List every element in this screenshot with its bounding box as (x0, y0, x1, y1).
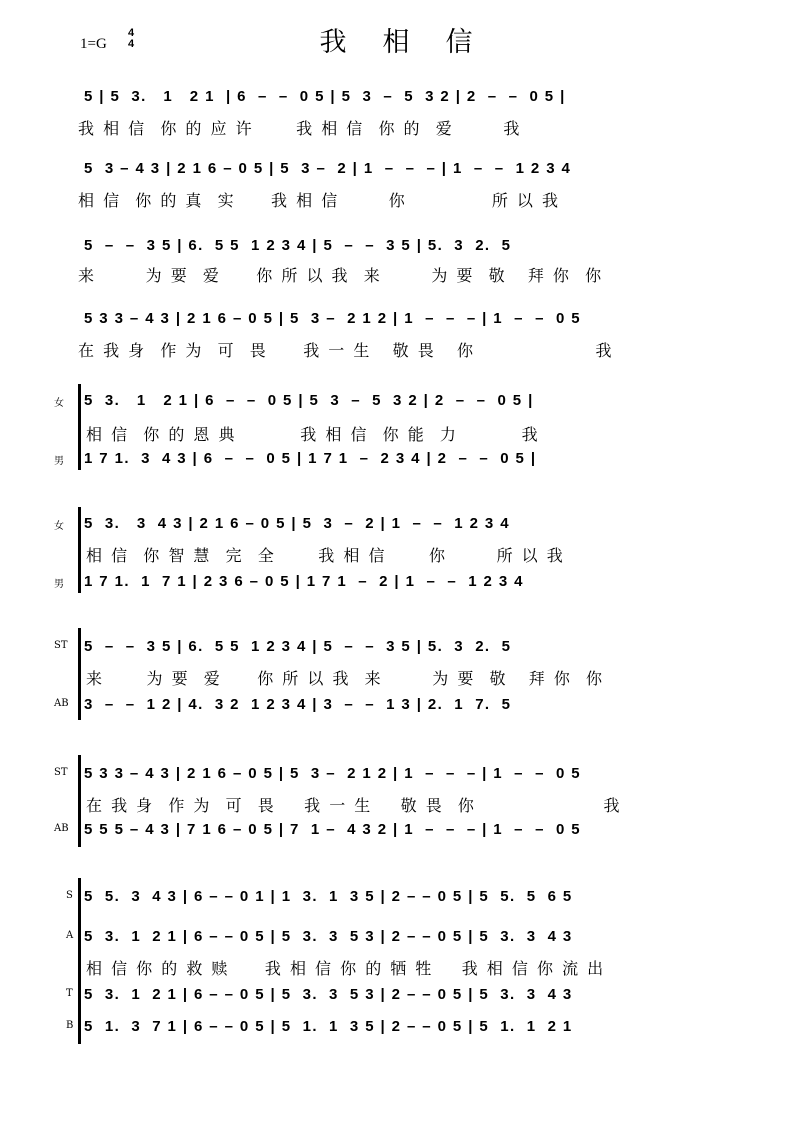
lyrics-line: 在 我 身 作 为 可 畏 我 一 生 敬 畏 你 我 (78, 341, 614, 360)
voice-label: 男 (54, 579, 64, 590)
notes-soprano: 5 5. 3 4 3 | 6 – – 0 1 | 1 3. 1 3 5 | 2 – – 0 5 | 5 5. 5 6 5 (84, 888, 573, 905)
time-signature (128, 28, 134, 50)
notes-female: 5 3. 1 2 1 | 6 – – 0 5 | 5 3 – 5 3 2 | 2 – – 0 5 | (84, 392, 534, 409)
voice-label: 女 (54, 398, 64, 409)
voice-label-a: A (66, 930, 74, 941)
voice-label: 女 (54, 521, 64, 532)
lyrics-line: 相 信 你 智 慧 完 全 我 相 信 你 所 以 我 (86, 546, 565, 565)
notes-ab: 5 5 5 – 4 3 | 7 1 6 – 0 5 | 7 1 – 4 3 2 | 1 – – – | 1 – – 0 5 (84, 821, 581, 838)
notes-male: 1 7 1. 3 4 3 | 6 – – 0 5 | 1 7 1 – 2 3 4 | 2 – – 0 5 | (84, 450, 537, 467)
voice-label-s: S (66, 890, 73, 901)
notes-female: 5 3. 3 4 3 | 2 1 6 – 0 5 | 5 3 – 2 | 1 – – 1 2 3 4 (84, 515, 510, 532)
notes-tenor: 5 3. 1 2 1 | 6 – – 0 5 | 5 3. 3 5 3 | 2 – – 0 5 | 5 3. 3 4 3 (84, 986, 573, 1003)
notes-line: 5 3 – 4 3 | 2 1 6 – 0 5 | 5 3 – 2 | 1 – – – | 1 – – 1 2 3 4 (84, 160, 572, 177)
voice-label-t: T (66, 988, 73, 999)
notes-ab: 3 – – 1 2 | 4. 3 2 1 2 3 4 | 3 – – 1 3 | 2. 1 7. 5 (84, 696, 512, 713)
time-bottom: 4 (128, 38, 135, 50)
lyrics-line: 来 为 要 爱 你 所 以 我 来 为 要 敬 拜 你 你 (86, 669, 605, 688)
voice-label-b: B (66, 1020, 74, 1031)
notes-male: 1 7 1. 1 7 1 | 2 3 6 – 0 5 | 1 7 1 – 2 | 1 – – 1 2 3 4 (84, 573, 524, 590)
notes-alto: 5 3. 1 2 1 | 6 – – 0 5 | 5 3. 3 5 3 | 2 – – 0 5 | 5 3. 3 4 3 (84, 928, 573, 945)
lyrics-line: 我 相 信 你 的 应 许 我 相 信 你 的 爱 我 (78, 119, 522, 138)
voice-label: ST (54, 767, 68, 778)
voice-label: AB (54, 823, 69, 834)
lyrics-line: 相 信 你 的 救 赎 我 相 信 你 的 牺 牲 我 相 信 你 流 出 (86, 959, 606, 978)
time-top: 4 (128, 27, 135, 39)
notes-line: 5 3 3 – 4 3 | 2 1 6 – 0 5 | 5 3 – 2 1 2 | 1 – – – | 1 – – 0 5 (84, 310, 581, 327)
voice-label: AB (54, 698, 69, 709)
lyrics-line: 在 我 身 作 为 可 畏 我 一 生 敬 畏 你 我 (86, 796, 622, 815)
lyrics-line: 来 为 要 爱 你 所 以 我 来 为 要 敬 拜 你 你 (78, 266, 604, 285)
notes-st: 5 – – 3 5 | 6. 5 5 1 2 3 4 | 5 – – 3 5 | 5. 3 2. 5 (84, 638, 512, 655)
key-signature: 1=G (80, 36, 107, 52)
voice-label: ST (54, 640, 68, 651)
notes-bass: 5 1. 3 7 1 | 6 – – 0 5 | 5 1. 1 3 5 | 2 – – 0 5 | 5 1. 1 2 1 (84, 1018, 573, 1035)
lyrics-line: 相 信 你 的 恩 典 我 相 信 你 能 力 我 (86, 425, 540, 444)
notes-line: 5 | 5 3. 1 2 1 | 6 – – 0 5 | 5 3 – 5 3 2 | 2 – – 0 5 | (84, 88, 566, 105)
page-title: 我相信 (319, 27, 509, 58)
lyrics-line: 相 信 你 的 真 实 我 相 信 你 所 以 我 (78, 191, 561, 210)
notes-line: 5 – – 3 5 | 6. 5 5 1 2 3 4 | 5 – – 3 5 | 5. 3 2. 5 (84, 237, 512, 254)
notes-st: 5 3 3 – 4 3 | 2 1 6 – 0 5 | 5 3 – 2 1 2 | 1 – – – | 1 – – 0 5 (84, 765, 581, 782)
voice-label: 男 (54, 456, 64, 467)
